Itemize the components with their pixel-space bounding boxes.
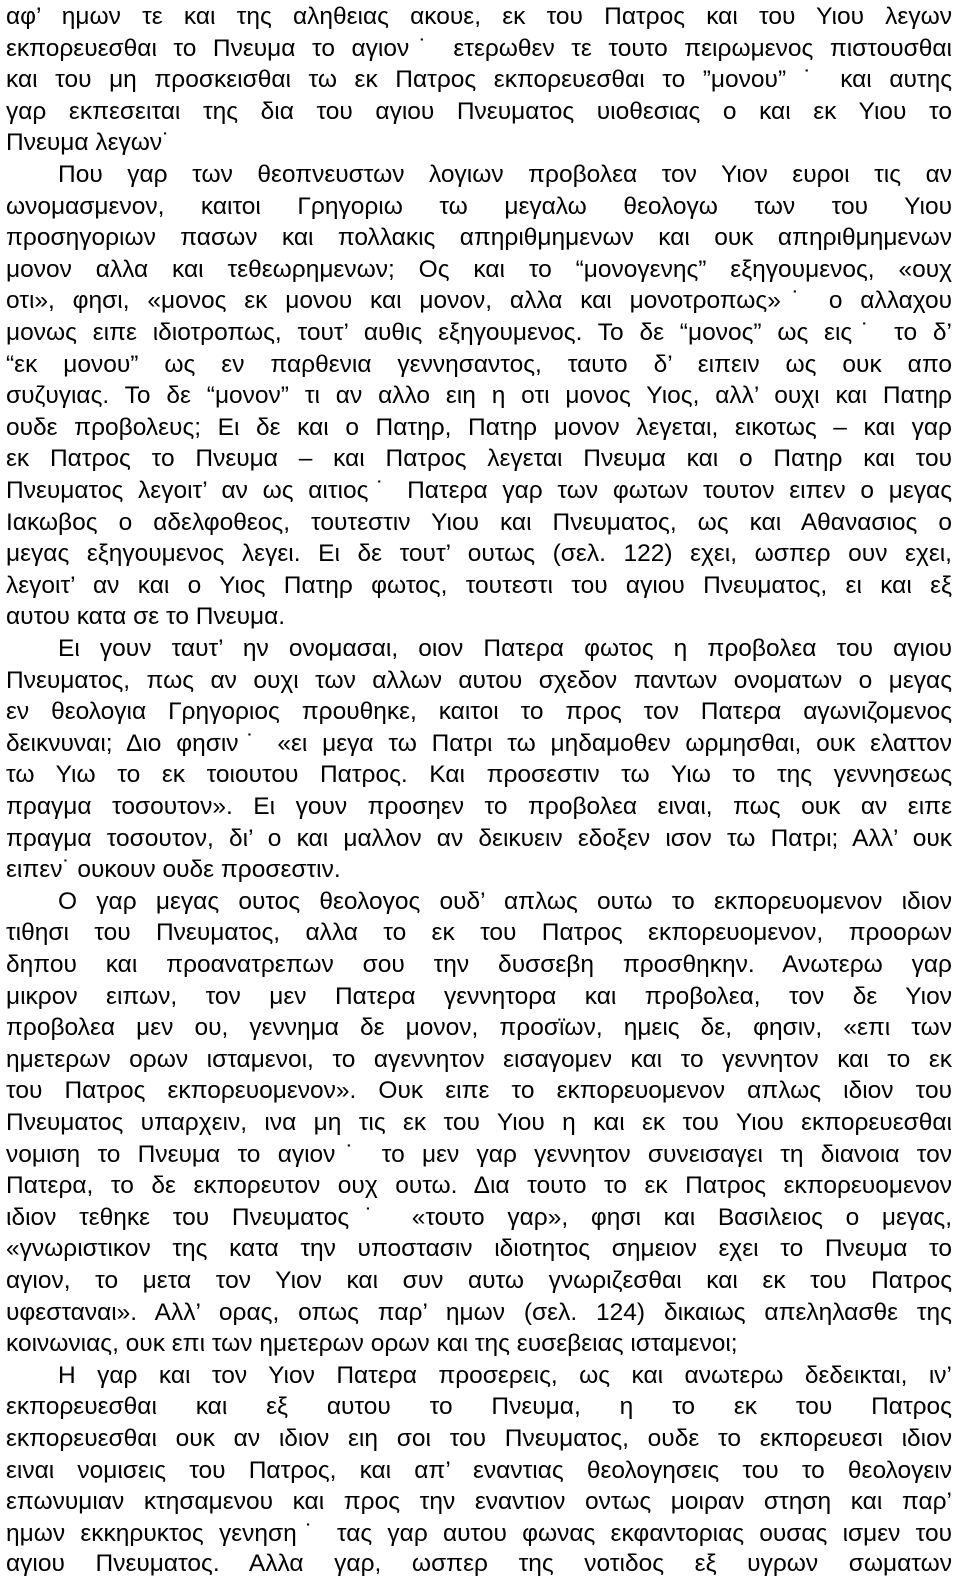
text-line: αυτου κατα σε το Πνευμα. bbox=[6, 603, 286, 631]
text-line: αγιου Πνευματος. Αλλα γαρ, ωσπερ της νοτιδος εξ υγρων σωματων bbox=[6, 1550, 952, 1577]
text-line: κοινωνιας, ουκ επι των ημετερων ορων και της ευσεβειας ισταμενοι; bbox=[6, 1330, 738, 1358]
text-line: Ιακωβος ο αδελφοθεος, τουτεστιν Υιου και Πνευματος, ως και Αθανασιος ο bbox=[6, 508, 952, 536]
text-line: Πνευματος λεγοιτ’ αν ως αιτιος˙ Πατερα γαρ των φωτων τουτον ειπεν ο μεγας bbox=[6, 477, 952, 504]
text-line: εκπορευεσθαι ουκ αν ιδιον ειη σοι του Πνευματος, ουδε το εκπορευεσι ιδιον bbox=[6, 1425, 952, 1452]
text-line: αγιον, το μετα τον Υιον και συν αυτω γνωριζεσθαι και εκ του Πατρος bbox=[6, 1267, 952, 1294]
text-line: πραγμα τοσουτον, δι’ ο και μαλλον αν δεικυειν εδοξεν ισον τω Πατρι; Αλλ’ ουκ bbox=[6, 824, 952, 852]
text-line: υφεσταναι». Αλλ’ ορας, οπως παρ’ ημων (σελ. 124) δικαιως απεληλασθε της bbox=[6, 1298, 952, 1326]
text-line: μικρον ειπων, τον μεν Πατερα γεννητορα και προβολεα, τον δε Υιον bbox=[6, 982, 952, 1010]
text-line: Η γαρ και τον Υιον Πατερα προσερεις, ως και ανωτερω δεδεικται, ιν’ bbox=[58, 1361, 952, 1389]
text-line: εν θεολογια Γρηγοριος προυθηκε, καιτοι το προς τον Πατερα αγωνιζομενος bbox=[6, 698, 952, 726]
text-line: συζυγιας. Το δε “μονον” τι αν αλλο ειη η οτι μονος Υιος, αλλ’ ουχι και Πατηρ bbox=[6, 382, 952, 410]
text-line: Ει γουν ταυτ’ ην ονομασαι, οιον Πατερα φωτος η προβολεα του αγιου bbox=[58, 635, 952, 662]
text-line: τιθησι του Πνευματος, αλλα το εκ του Πατρος εκπορευομενον, προορων bbox=[6, 919, 952, 947]
text-line: ουδε προβολευς; Ει δε και ο Πατηρ, Πατηρ μονον λεγεται, εικοτως – και γαρ bbox=[6, 413, 952, 441]
text-line: ημων εκκηρυκτος γενηση˙ τας γαρ αυτου φωνας εκφαντοριας ουσας ισμεν του bbox=[6, 1519, 952, 1547]
text-line: εκπορευεσθαι και εξ αυτου το Πνευμα, η το εκ του Πατρος bbox=[6, 1393, 952, 1421]
text-line: “εκ μονου” ως εν παρθενια γεννησαντος, ταυτο δ’ ειπειν ως ουκ απο bbox=[6, 350, 952, 378]
text-line: προβολεα μεν ου, γεννημα δε μονον, προσϊων, ημεις δε, φησιν, «επι των bbox=[6, 1014, 952, 1042]
text-line: επωνυμιαν κτησαμενου και προς την εναντιον οντως μοιραν στηση και παρ’ bbox=[6, 1488, 952, 1516]
text-line: Πατερα, το δε εκπορευτον ουχ ουτω. Δια τουτο το εκ Πατρος εκπορευομενον bbox=[6, 1172, 952, 1200]
text-line: αφ’ ημων τε και της αληθειας ακουε, εκ του Πατρος και του Υιου λεγων bbox=[6, 3, 952, 30]
text-line: εκπορευεσθαι το Πνευμα το αγιον˙ ετερωθεν τε τουτο πειρωμενος πιστουσθαι bbox=[6, 34, 952, 62]
text-line: ιδιον τεθηκε του Πνευματος˙ «τουτο γαρ», φησι και Βασιλειος ο μεγας, bbox=[6, 1203, 952, 1231]
text-line: ειπεν˙ ουκουν ουδε προσεστιν. bbox=[6, 856, 341, 884]
text-line: του Πατρος εκπορευομενον». Ουκ ειπε το εκπορευομενον απλως ιδιον του bbox=[6, 1077, 952, 1105]
text-line: και του μη προσκεισθαι τω εκ Πατρος εκπορευεσθαι το ”μονου” ˙ και αυτης bbox=[6, 66, 952, 94]
text-line: γαρ εκπεσειται της δια του αγιου Πνευματος υιοθεσιας ο και εκ Υιου το bbox=[6, 97, 952, 125]
text-line: Πνευματος, πως αν ουχι των αλλων αυτου σχεδον παντων ονοματων ο μεγας bbox=[6, 666, 952, 694]
text-line: μονον αλλα και τεθεωρημενων; Ος και το “μονογενης” εξηγουμενος, «ουχ bbox=[6, 255, 952, 283]
text-line: λεγοιτ’ αν και ο Υιος Πατηρ φωτος, τουτεστι του αγιου Πνευματος, ει και εξ bbox=[6, 571, 952, 599]
text-line: πραγμα τοσουτον». Ει γουν προσηεν το προβολεα ειναι, πως ουκ αν ειπε bbox=[6, 793, 952, 820]
text-line: δεικνυναι; Διο φησιν˙ «ει μεγα τω Πατρι τω μηδαμοθεν ωρμησθαι, ουκ ελαττον bbox=[6, 729, 952, 757]
text-line: ειναι νομισεις του Πατρος, και απ’ εναντιας θεολογησεις του το θεολογειν bbox=[6, 1456, 952, 1484]
text-line: μεγας εξηγουμενος λεγει. Ει δε τουτ’ ουτως (σελ. 122) εχει, ωσπερ ουν εχει, bbox=[6, 540, 952, 568]
text-line: νομιση το Πνευμα το αγιον˙ το μεν γαρ γεννητον συνεισαγει τη διανοια τον bbox=[6, 1140, 952, 1168]
text-line: ωνομασμενον, καιτοι Γρηγοριω τω μεγαλω θεολογω των του Υιου bbox=[6, 192, 952, 220]
text-line: οτι», φησι, «μονος εκ μονου και μονον, αλλα και μονοτροπως»˙ ο αλλαχου bbox=[6, 287, 952, 315]
text-line: Ο γαρ μεγας ουτος θεολογος ουδ’ απλως ουτω το εκπορευομενον ιδιον bbox=[58, 887, 952, 915]
text-line: τω Υιω το εκ τοιουτου Πατρος. Και προσεστιν τω Υιω το της γεννησεως bbox=[6, 761, 952, 789]
text-line: εκ Πατρος το Πνευμα – και Πατρος λεγεται Πνευμα και ο Πατηρ και του bbox=[6, 445, 952, 473]
text-line: ημετερων ορων ισταμενοι, το αγεννητον εισαγομεν και το γεννητον και το εκ bbox=[6, 1045, 952, 1073]
text-line: μονως ειπε ιδιοτροπως, τουτ’ αυθις εξηγουμενος. Το δε “μονος” ως εις˙ το δ’ bbox=[6, 319, 952, 346]
text-line: Πνευμα λεγων˙ bbox=[6, 129, 171, 157]
text-line: Που γαρ των θεοπνευστων λογιων προβολεα τον Υιον ευροι τις αν bbox=[58, 161, 952, 188]
text-line: προσηγοριων πασων και πολλακις απηριθμημενων και ουκ απηριθμημενων bbox=[6, 224, 952, 252]
text-line: «γνωριστικον της κατα την υποστασιν ιδιοτητος σημειον εχει το Πνευμα το bbox=[6, 1235, 952, 1263]
text-line: Πνευματος υπαρχειν, ινα μη τις εκ του Υιου η και εκ του Υιου εκπορευεσθαι bbox=[6, 1109, 952, 1136]
text-line: δηπου και προανατρεπων σου την δυσσεβη προσθηκην. Ανωτερω γαρ bbox=[6, 951, 952, 978]
